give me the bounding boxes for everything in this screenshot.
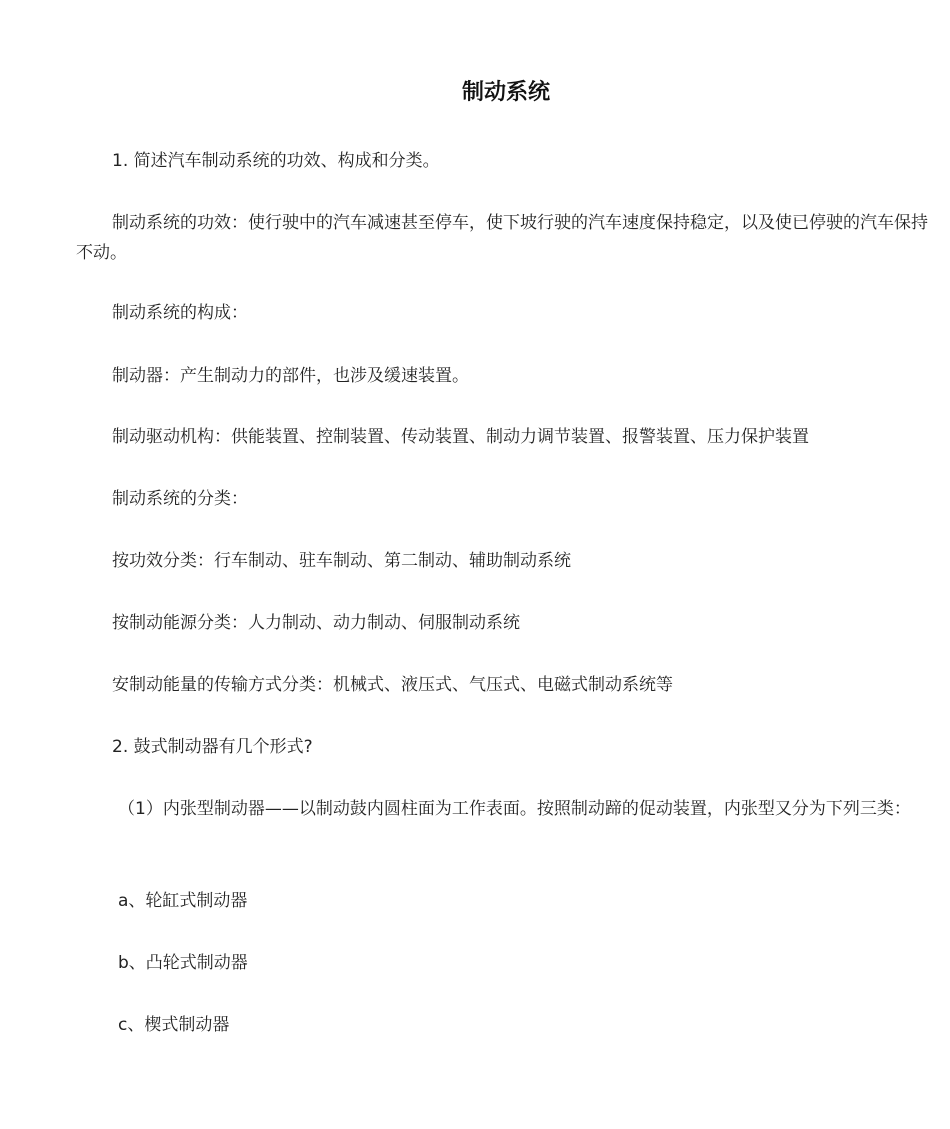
- list-item-c: c、楔式制动器: [118, 1015, 230, 1035]
- classification-by-transmission: 安制动能量的传输方式分类：机械式、液压式、气压式、电磁式制动系统等: [112, 675, 673, 695]
- classification-by-function: 按功效分类：行车制动、驻车制动、第二制动、辅助制动系统: [112, 551, 571, 571]
- composition-heading: 制动系统的构成：: [112, 303, 248, 323]
- classification-by-energy: 按制动能源分类：人力制动、动力制动、伺服制动系统: [112, 613, 520, 633]
- internal-expanding-description: （1）内张型制动器——以制动鼓内圆柱面为工作表面。按照制动蹄的促动装置，内张型又分为下列三类：: [118, 799, 911, 819]
- question-2: 2. 鼓式制动器有几个形式?: [112, 737, 313, 757]
- brake-description: 制动器：产生制动力的部件，也涉及缓速装置。: [112, 366, 469, 386]
- classification-heading: 制动系统的分类：: [112, 489, 248, 509]
- list-item-a: a、轮缸式制动器: [118, 891, 248, 911]
- question-1: 1. 简述汽车制动系统的功效、构成和分类。: [112, 151, 440, 171]
- drive-mechanism-description: 制动驱动机构：供能装置、控制装置、传动装置、制动力调节装置、报警装置、压力保护装置: [112, 427, 809, 447]
- function-description: 制动系统的功效：使行驶中的汽车减速甚至停车，使下坡行驶的汽车速度保持稳定，以及使已停驶的汽车保持不动。: [76, 213, 928, 263]
- list-item-b: b、凸轮式制动器: [118, 953, 248, 973]
- document-title: 制动系统: [461, 80, 550, 105]
